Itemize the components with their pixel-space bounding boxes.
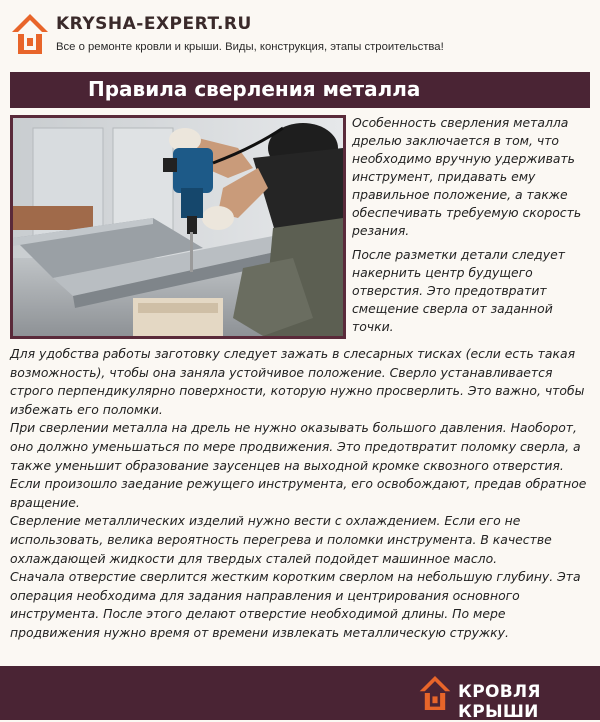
page-title: Правила сверления металла	[88, 77, 421, 101]
site-tagline: Все о ремонте кровли и крыши. Виды, конструкция, этапы строительства!	[56, 41, 444, 53]
main-paragraph-1: Для удобства работы заготовку следует зажать в слесарных тисках (если есть такая возможность), чтобы она заняла устойчивое положение. Сверло устанавливается строго перпендикулярно поверхности, которую нужно просверлить. Это важно, чтобы избежать его поломки.	[10, 346, 585, 417]
intro-paragraph-2: После разметки детали следует накернить центр будущего отверстия. Это предотвратит смещение сверла от заданной точки.	[352, 247, 565, 334]
main-paragraph-2: При сверлении металла на дрель не нужно оказывать большого давления. Наоборот, оно должно уменьшаться по мере продвижения. Это предотвратит поломку сверла, а также уменьшит образование заусенцев на выходной кромке сквозного отверстия. Если произошло заедание режущего инструмента, его освобождают, предав обратное вращение.	[10, 420, 587, 510]
title-band	[10, 72, 590, 108]
house-logo-icon	[418, 674, 452, 712]
main-text	[10, 345, 592, 643]
main-paragraph-4: Сначала отверстие сверлится жестким коротким сверлом на небольшую глубину. Эта операция необходима для задания направления и центрирования основного инструмента. После этого делают отверстие необходимой длины. По мере продвижения нужно время от времени извлекать металлическую стружку.	[10, 569, 581, 640]
house-logo-icon	[10, 12, 50, 56]
worker-drilling-metal-photo	[13, 118, 343, 336]
intro-paragraph-1: Особенность сверления металла дрелью заключается в том, что необходимо вручную удерживать инструмент, придавать ему правильное положение, а также обеспечивать требуемую скорость резания.	[352, 115, 582, 238]
footer-brand-part1: КРОВЛЯ	[458, 682, 541, 702]
footer-brand-part2: КРЫШИ	[458, 702, 539, 722]
intro-text	[352, 114, 592, 342]
footer-brand[interactable]	[458, 682, 600, 722]
site-header	[0, 0, 600, 68]
drilling-photo	[10, 115, 346, 339]
main-paragraph-3: Сверление металлических изделий нужно вести с охлаждением. Если его не использовать, велика вероятность перегрева и поломки инструмента. В качестве охлаждающей жидкости для твердых сталей подойдет машинное масло.	[10, 513, 552, 566]
site-name[interactable]: KRYSHA-EXPERT.RU	[56, 14, 252, 34]
footer	[0, 666, 600, 720]
